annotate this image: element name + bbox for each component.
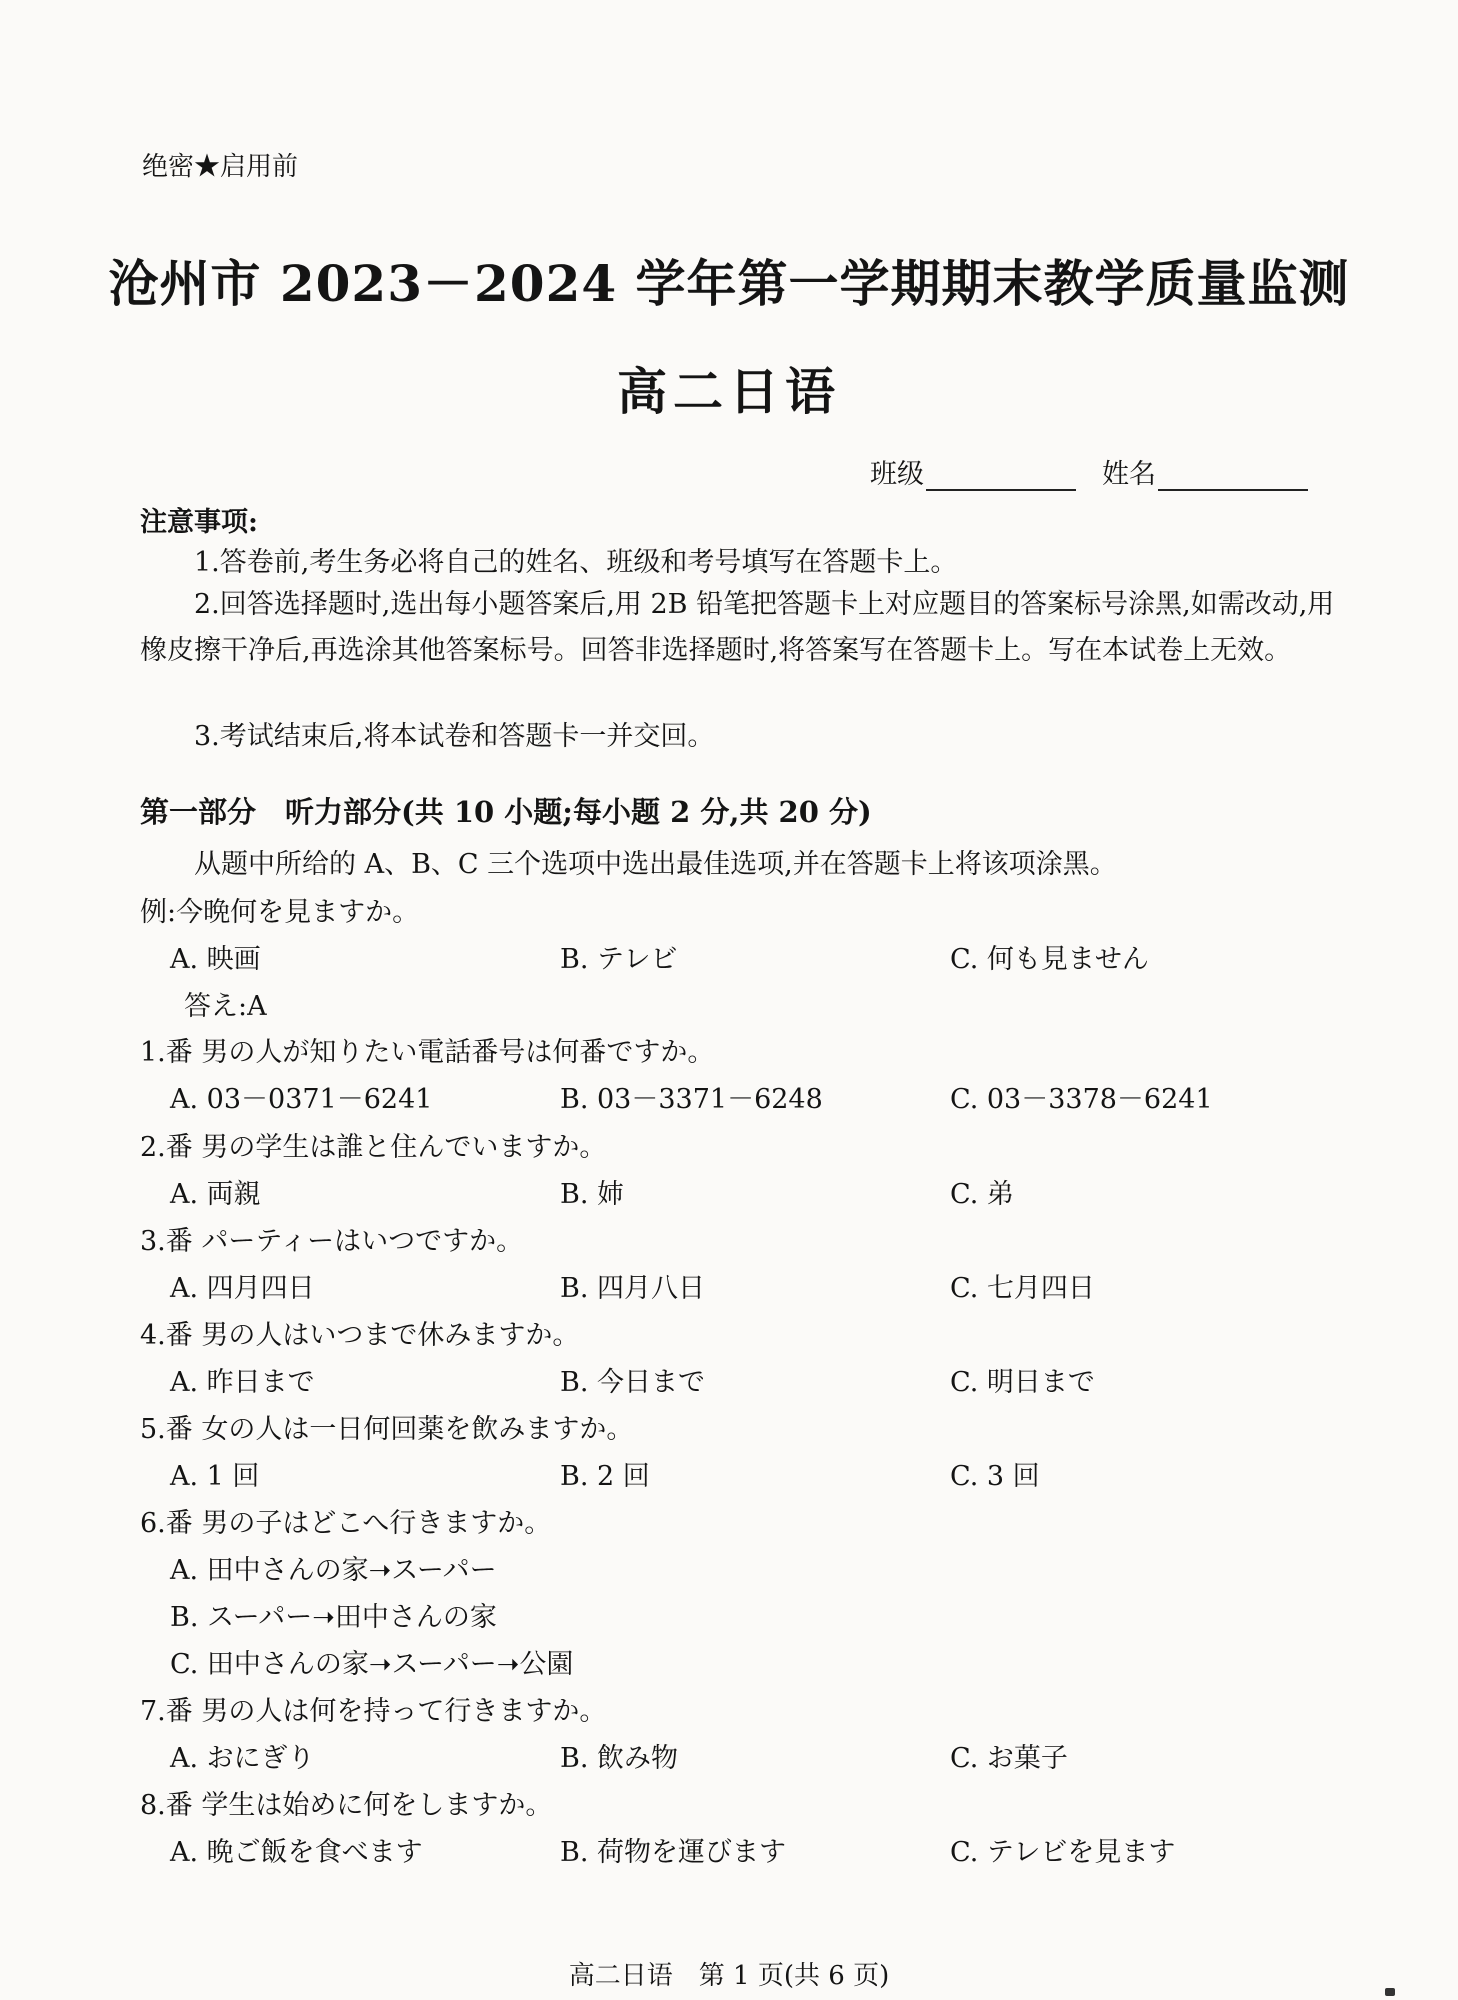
exam-subject: 高二日语 [617,362,841,421]
example-option-c: C. 何も見ません [950,944,1149,975]
question-8: 8.番 学生は始めに何をしますか。 [140,1790,553,1821]
page-footer: 高二日语 第 1 页(共 6 页) [568,1961,890,1991]
question-1: 1.番 男の人が知りたい電話番号は何番ですか。 [140,1037,715,1068]
q6-option-b: B. スーパー➝田中さんの家 [170,1602,497,1633]
name-label: 姓名 [1102,459,1156,490]
example-option-b: B. テレビ [560,944,678,975]
q2-option-a: A. 両親 [170,1179,261,1210]
q5-option-a: A. 1 回 [170,1461,260,1492]
q8-option-b: B. 荷物を運びます [560,1837,787,1868]
q2-option-b: B. 姉 [560,1179,625,1210]
section-title: 第一部分 听力部分(共 10 小题;每小题 2 分,共 20 分) [140,795,872,829]
q7-option-b: B. 飲み物 [560,1743,679,1774]
q1-option-c: C. 03－3378－6241 [950,1084,1213,1115]
confidential-label: 绝密★启用前 [142,152,299,182]
example-answer: 答え:A [184,991,267,1022]
q3-option-b: B. 四月八日 [560,1273,706,1304]
q4-option-b: B. 今日まで [560,1367,706,1398]
notice-item-1: 1.答卷前,考生务必将自己的姓名、班级和考号填写在答题卡上。 [194,547,958,578]
example-option-a: A. 映画 [170,944,261,975]
q3-option-c: C. 七月四日 [950,1273,1095,1304]
example-question: 例:今晩何を見ますか。 [140,897,420,928]
q7-option-c: C. お菓子 [950,1743,1068,1774]
name-blank [1158,463,1308,491]
question-2: 2.番 男の学生は誰と住んでいますか。 [140,1132,607,1163]
question-3: 3.番 パーティーはいつですか。 [140,1226,524,1257]
q2-option-c: C. 弟 [950,1179,1014,1210]
student-info-fields [870,452,1308,491]
q4-option-a: A. 昨日まで [170,1367,315,1398]
section-instruction: 从题中所给的 A、B、C 三个选项中选出最佳选项,并在答题卡上将该项涂黑。 [194,849,1117,880]
q4-option-c: C. 明日まで [950,1367,1095,1398]
notice-item-3: 3.考试结束后,将本试卷和答题卡一并交回。 [194,721,715,752]
exam-title: 沧州市 2023－2024 学年第一学期期末教学质量监测 [108,254,1350,313]
q1-option-b: B. 03－3371－6248 [560,1084,823,1115]
question-4: 4.番 男の人はいつまで休みますか。 [140,1320,580,1351]
q5-option-c: C. 3 回 [950,1461,1040,1492]
notice-heading: 注意事项: [140,507,258,538]
class-blank [926,463,1076,491]
q8-option-c: C. テレビを見ます [950,1837,1176,1868]
question-7: 7.番 男の人は何を持って行きますか。 [140,1696,607,1727]
q3-option-a: A. 四月四日 [170,1273,315,1304]
q7-option-a: A. おにぎり [170,1743,315,1774]
notice-item-2: 2.回答选择题时,选出每小题答案后,用 2B 铅笔把答题卡上对应题目的答案标号涂黑,如需改动,用橡皮擦干净后,再选涂其他答案标号。回答非选择题时,将答案写在答题卡上。写在本试卷上无效。 [140,589,1335,666]
q6-option-a: A. 田中さんの家➝スーパー [170,1555,497,1586]
class-label: 班级 [870,459,924,490]
q8-option-a: A. 晩ご飯を食べます [170,1837,423,1868]
q1-option-a: A. 03－0371－6241 [170,1084,433,1115]
question-6: 6.番 男の子はどこへ行きますか。 [140,1508,552,1539]
watermark-logo-icon [1385,1988,1395,1996]
q5-option-b: B. 2 回 [560,1461,650,1492]
question-5: 5.番 女の人は一日何回薬を飲みますか。 [140,1414,634,1445]
q6-option-c: C. 田中さんの家➝スーパー➝公園 [170,1649,574,1680]
